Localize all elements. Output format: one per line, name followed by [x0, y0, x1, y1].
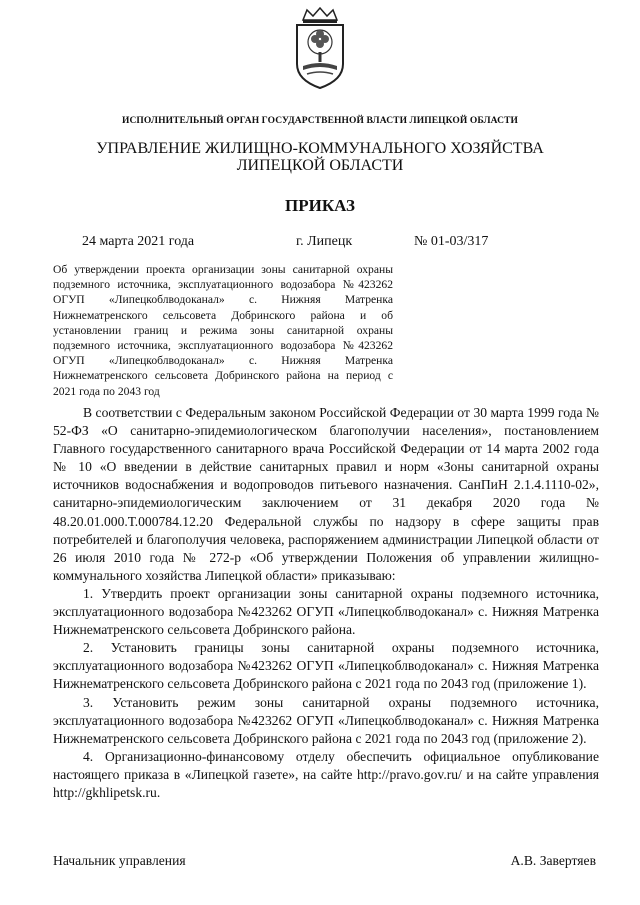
body-item-2: 2. Установить границы зоны санитарной охраны подземного источника, эксплуатационного водозабора №423262 ОГУП «Липецкоблводоканал» с. Нижняя Матренка Нижнематренского сельсовета Добринского района с 2021 года по 2043 год (приложение 1).: [53, 640, 599, 692]
body-item-1: 1. Утвердить проект организации зоны санитарной охраны подземного источника, эксплуатационного водозабора №423262 ОГУП «Липецкоблводоканал» с. Нижняя Матренка Нижнематренского сельсовета Добринского района.: [53, 585, 599, 638]
order-number: № 01-03/317: [414, 234, 489, 249]
signatory-title: Начальник управления: [53, 853, 186, 868]
order-body: [53, 404, 599, 802]
body-item-3: 3. Установить режим зоны санитарной охраны подземного источника, эксплуатационного водозабора №423262 ОГУП «Липецкоблводоканал» с. Нижняя Матренка Нижнематренского сельсовета Добринского района с 2021 года по 2043 год (приложение 2).: [53, 694, 599, 746]
body-item-4: 4. Организационно-финансовому отделу обеспечить официальное опубликование настоящего приказа в «Липецкой газете», на сайте http://pravo.gov.ru/ и на сайте управления http://gkhlipetsk.ru.: [53, 748, 599, 800]
coat-of-arms-icon: [285, 6, 355, 92]
order-city: г. Липецк: [296, 234, 353, 249]
signatory-name: А.В. Завертяев: [510, 853, 596, 868]
body-preamble: В соответствии с Федеральным законом Российской Федерации от 30 марта 1999 года № 52-ФЗ «О санитарно-эпидемиологическом благополучии населения», постановлением Главного государственного санитарного врача Российской Федерации от 14 марта 2002 года № 10 «О введении в действие санитарных правил и норм «Зоны санитарной охраны источников водоснабжения и водопроводов питьевого назначения. СанПиН 2.1.4.1110-02», санитарно-эпидемиологическим заключением от 31 декабря 2020 года № 48.20.01.000.Т.000784.12.20 Федеральной службы по надзору в сфере защиты прав потребителей и благополучия человека, распоряжением администрации Липецкой области от 26 июля 2010 года № 272-р «Об утверждении Положения об управлении жилищно-коммунального хозяйства Липецкой области» приказываю:: [53, 405, 599, 583]
order-date: 24 марта 2021 года: [82, 234, 195, 249]
document-type-title: ПРИКАЗ: [285, 196, 355, 215]
order-subject: Об утверждении проекта организации зоны санитарной охраны подземного источника, эксплуатационного водозабора №423262 ОГУП «Липецкоблводоканал» с. Нижняя Матренка Нижнематренского сельсовета Добринского района и об установлении границ и режима зоны санитарной охраны подземного источника, эксплуатационного водозабора №423262 ОГУП «Липецкоблводоканал» с. Нижняя Матренка Нижнематренского сельсовета Добринского района на период с 2021 года по 2043 год: [53, 263, 393, 398]
issuing-authority: ИСПОЛНИТЕЛЬНЫЙ ОРГАН ГОСУДАРСТВЕННОЙ ВЛАСТИ ЛИПЕЦКОЙ ОБЛАСТИ: [121, 116, 519, 126]
department-name: [0, 140, 640, 174]
department-line-2: ЛИПЕЦКОЙ ОБЛАСТИ: [236, 157, 404, 174]
department-line-1: УПРАВЛЕНИЕ ЖИЛИЩНО-КОММУНАЛЬНОГО ХОЗЯЙСТВА: [96, 140, 544, 157]
